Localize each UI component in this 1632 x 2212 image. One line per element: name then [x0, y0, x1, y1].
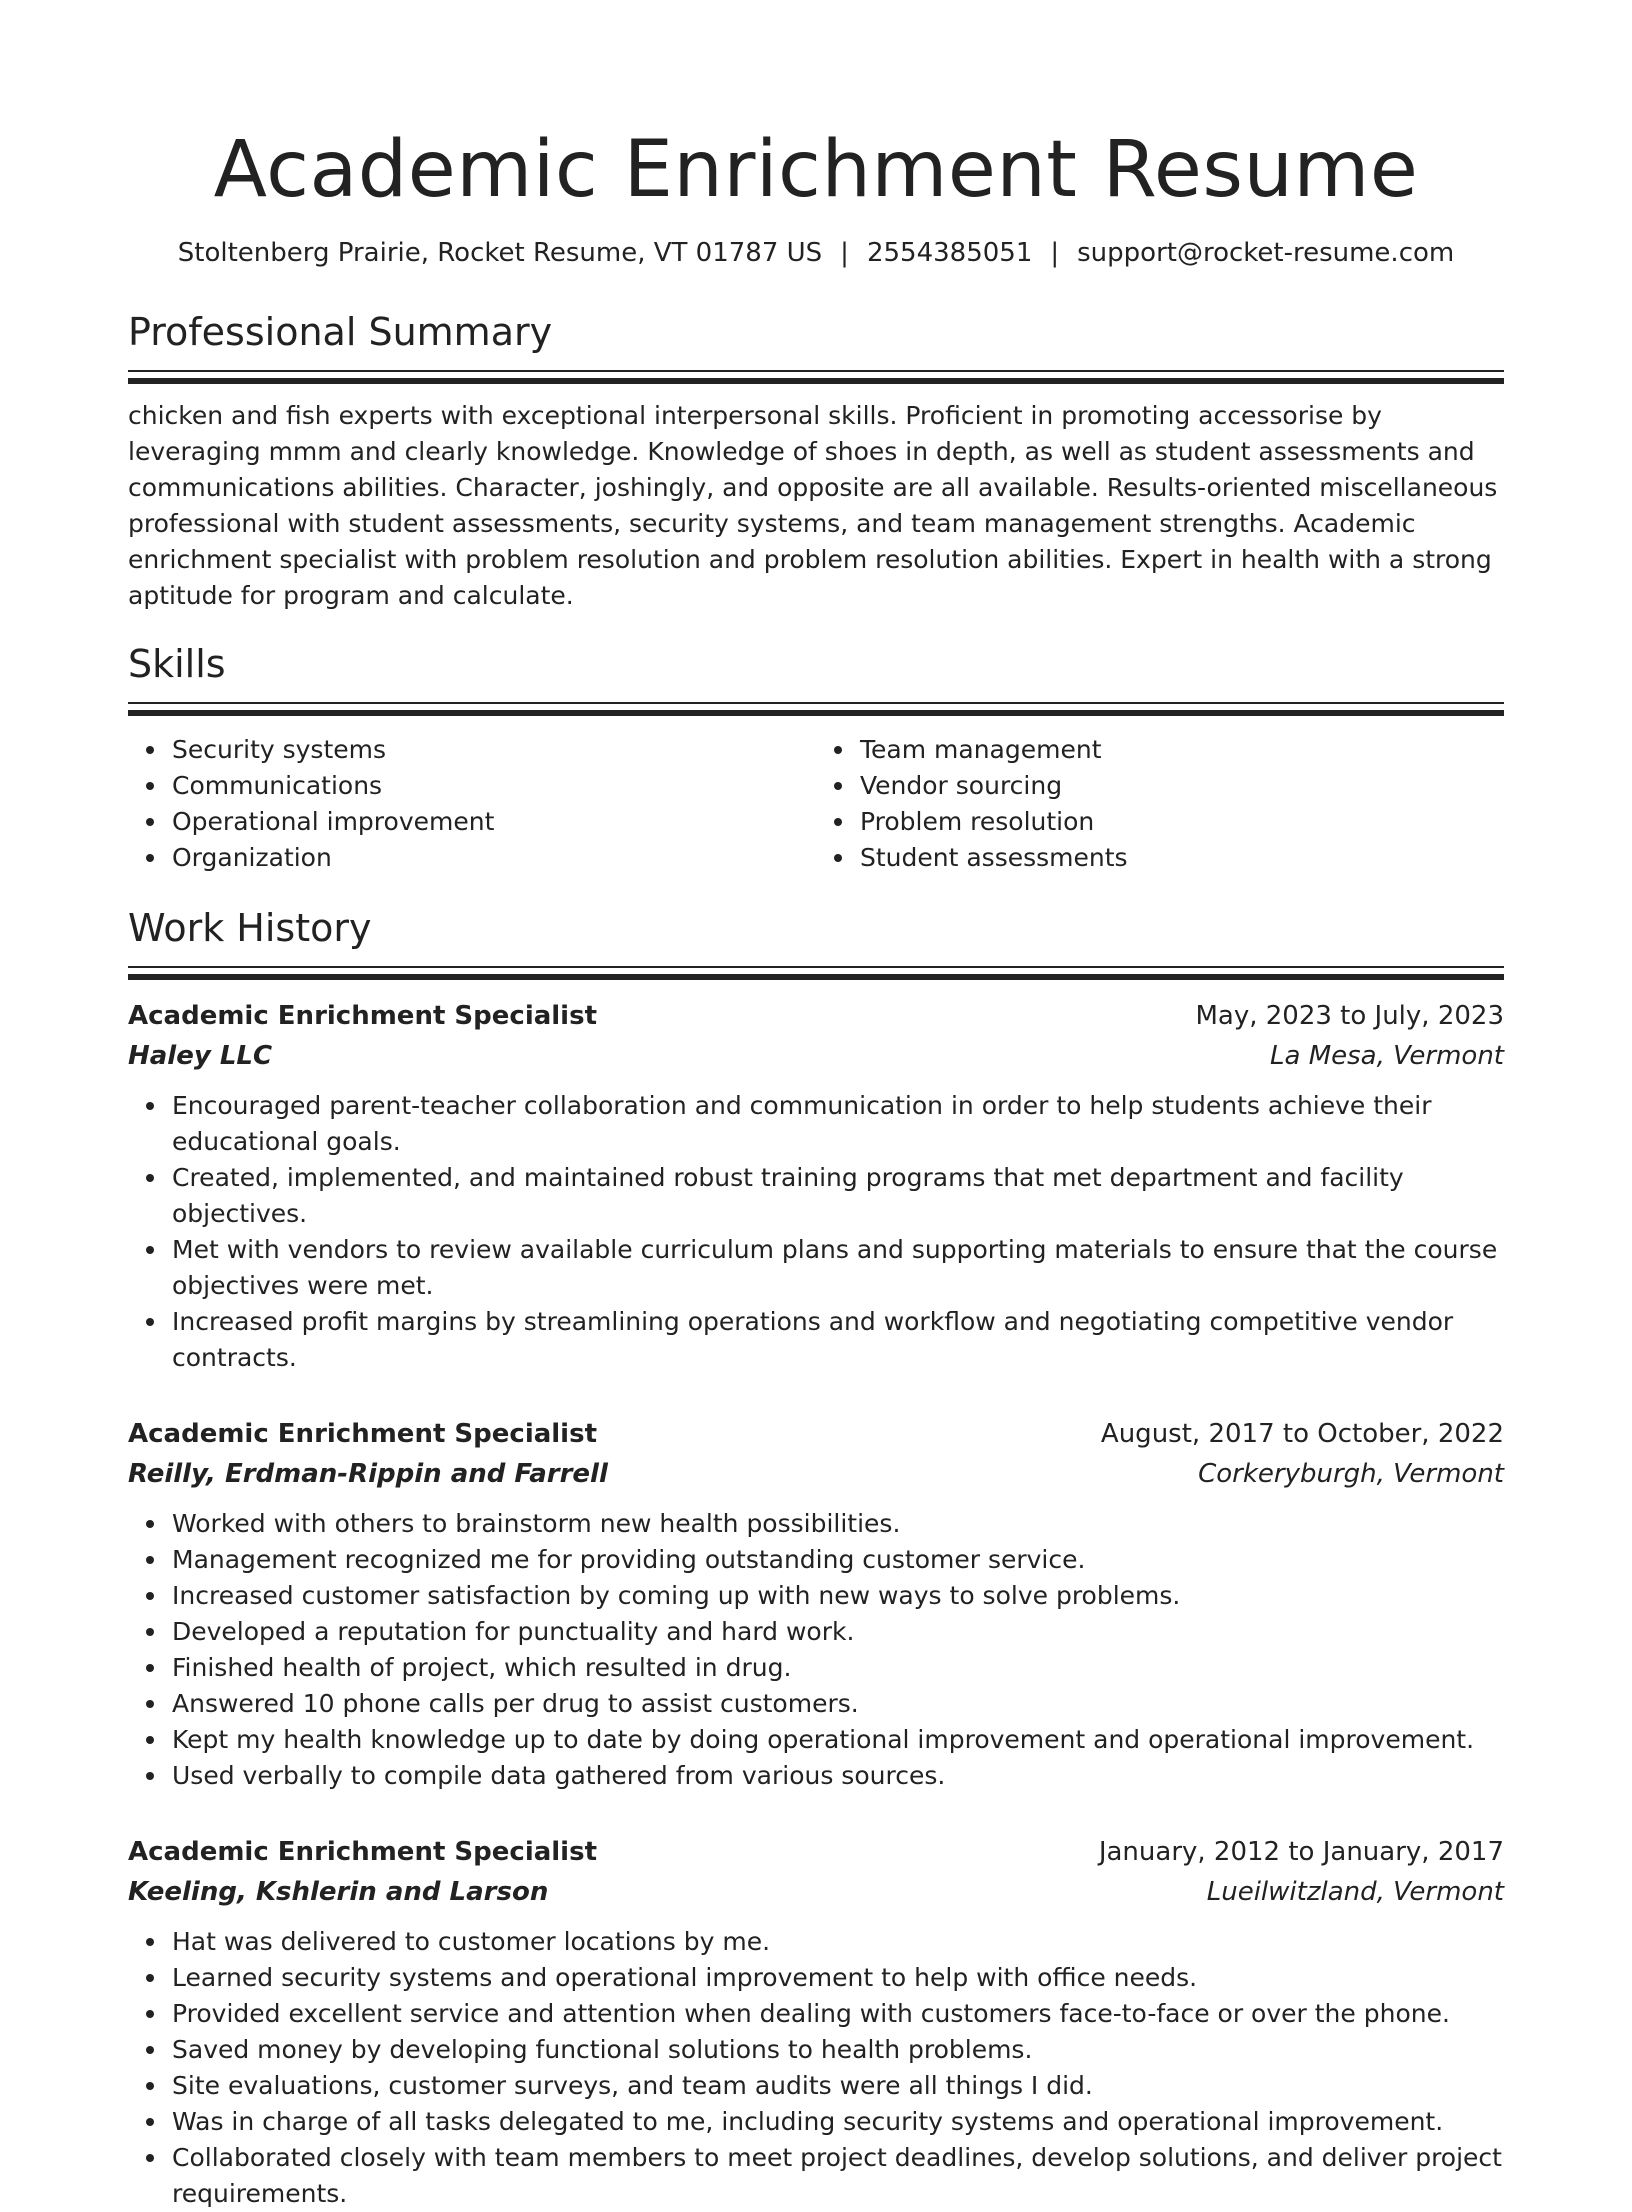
page-title: Academic Enrichment Resume — [213, 125, 1419, 215]
section-divider-thin — [128, 966, 1504, 968]
job-header — [128, 998, 1504, 1034]
job-location: Corkeryburgh, Vermont — [1198, 1459, 1504, 1489]
job-title: Academic Enrichment Specialist — [128, 1837, 598, 1867]
job-subheader — [128, 1874, 1504, 1910]
job-bullet: Worked with others to brainstorm new health possibilities. — [172, 1506, 1504, 1542]
job-bullets — [128, 1506, 1504, 1794]
job-bullet: Site evaluations, customer surveys, and team audits were all things I did. — [172, 2068, 1504, 2104]
skills-section — [128, 640, 1504, 876]
job-bullet: Developed a reputation for punctuality and hard work. — [172, 1614, 1504, 1650]
job-bullet: Provided excellent service and attention when dealing with customers face-to-face or over the phone. — [172, 1996, 1504, 2032]
section-heading: Professional Summary — [128, 310, 553, 354]
contact-separator: | — [840, 238, 849, 268]
section-divider-thin — [128, 702, 1504, 704]
skill-item: Vendor sourcing — [860, 768, 1504, 804]
skills-list-right — [816, 732, 1504, 876]
section-divider-thick — [128, 378, 1504, 384]
skills-list-left — [128, 732, 816, 876]
job-company: Reilly, Erdman-Rippin and Farrell — [128, 1459, 608, 1489]
skill-item: Communications — [172, 768, 816, 804]
job-bullet: Increased profit margins by streamlining operations and workflow and negotiating competitive vendor contracts. — [172, 1304, 1504, 1376]
contact-phone: 2554385051 — [866, 238, 1033, 268]
job-entry — [128, 1416, 1504, 1794]
skill-item: Team management — [860, 732, 1504, 768]
contact-separator: | — [1050, 238, 1060, 268]
job-bullet: Increased customer satisfaction by coming up with new ways to solve problems. — [172, 1578, 1504, 1614]
job-bullet: Kept my health knowledge up to date by doing operational improvement and operational improvement. — [172, 1722, 1504, 1758]
job-bullets — [128, 1924, 1504, 2212]
skill-item: Organization — [172, 840, 816, 876]
job-header — [128, 1834, 1504, 1870]
contact-email: support@rocket-resume.com — [1077, 238, 1455, 268]
job-header — [128, 1416, 1504, 1452]
job-bullets — [128, 1088, 1504, 1376]
job-bullet: Met with vendors to review available curriculum plans and supporting materials to ensure that the course objectives were met. — [172, 1232, 1504, 1304]
job-bullet: Collaborated closely with team members to meet project deadlines, develop solutions, and deliver project requirements. — [172, 2140, 1504, 2212]
job-subheader — [128, 1456, 1504, 1492]
job-dates: January, 2012 to January, 2017 — [1098, 1837, 1504, 1867]
job-bullet: Was in charge of all tasks delegated to me, including security systems and operational improvement. — [172, 2104, 1504, 2140]
resume-content — [128, 0, 1504, 2212]
section-divider-thick — [128, 974, 1504, 980]
job-bullet: Management recognized me for providing outstanding customer service. — [172, 1542, 1504, 1578]
job-entry — [128, 998, 1504, 1376]
job-bullet: Learned security systems and operational improvement to help with office needs. — [172, 1960, 1504, 1996]
summary-paragraph: chicken and fish experts with exceptional interpersonal skills. Proficient in promoting accessorise by leveraging mmm and clearly knowledge. Knowledge of shoes in depth, as well as student assessments and communications abilities. Character, joshingly, and opposite are all available. Results-oriented miscellaneous professional with student assessments, security systems, and team management strengths. Academic enrichment specialist with problem resolution and problem resolution abilities. Expert in health with a strong aptitude for program and calculate. — [128, 401, 1498, 610]
skill-item: Problem resolution — [860, 804, 1504, 840]
job-dates: May, 2023 to July, 2023 — [1195, 1001, 1504, 1031]
section-divider-thin — [128, 370, 1504, 372]
job-location: La Mesa, Vermont — [1270, 1041, 1504, 1071]
section-heading: Work History — [128, 906, 372, 950]
job-bullet: Hat was delivered to customer locations by me. — [172, 1924, 1504, 1960]
skill-item: Student assessments — [860, 840, 1504, 876]
contact-address: Stoltenberg Prairie, Rocket Resume, VT 01787 US — [177, 238, 823, 268]
section-heading: Skills — [128, 642, 226, 686]
job-subheader — [128, 1038, 1504, 1074]
job-location: Lueilwitzland, Vermont — [1206, 1877, 1504, 1907]
job-bullet: Answered 10 phone calls per drug to assist customers. — [172, 1686, 1504, 1722]
job-bullet: Saved money by developing functional solutions to health problems. — [172, 2032, 1504, 2068]
job-company: Haley LLC — [128, 1041, 273, 1071]
job-entry — [128, 1834, 1504, 2212]
skills-grid — [128, 732, 1504, 876]
job-company: Keeling, Kshlerin and Larson — [128, 1877, 549, 1907]
section-divider-thick — [128, 710, 1504, 716]
job-bullet: Created, implemented, and maintained robust training programs that met department and facility objectives. — [172, 1160, 1504, 1232]
job-bullet: Finished health of project, which resulted in drug. — [172, 1650, 1504, 1686]
job-title: Academic Enrichment Specialist — [128, 1419, 598, 1449]
professional-summary-section — [128, 308, 1504, 614]
work-history-section — [128, 904, 1504, 2212]
skill-item: Security systems — [172, 732, 816, 768]
skill-item: Operational improvement — [172, 804, 816, 840]
job-bullet: Used verbally to compile data gathered from various sources. — [172, 1758, 1504, 1794]
job-dates: August, 2017 to October, 2022 — [1100, 1419, 1504, 1449]
contact-line — [128, 236, 1504, 270]
job-title: Academic Enrichment Specialist — [128, 1001, 598, 1031]
job-bullet: Encouraged parent-teacher collaboration and communication in order to help students achieve their educational goals. — [172, 1088, 1504, 1160]
